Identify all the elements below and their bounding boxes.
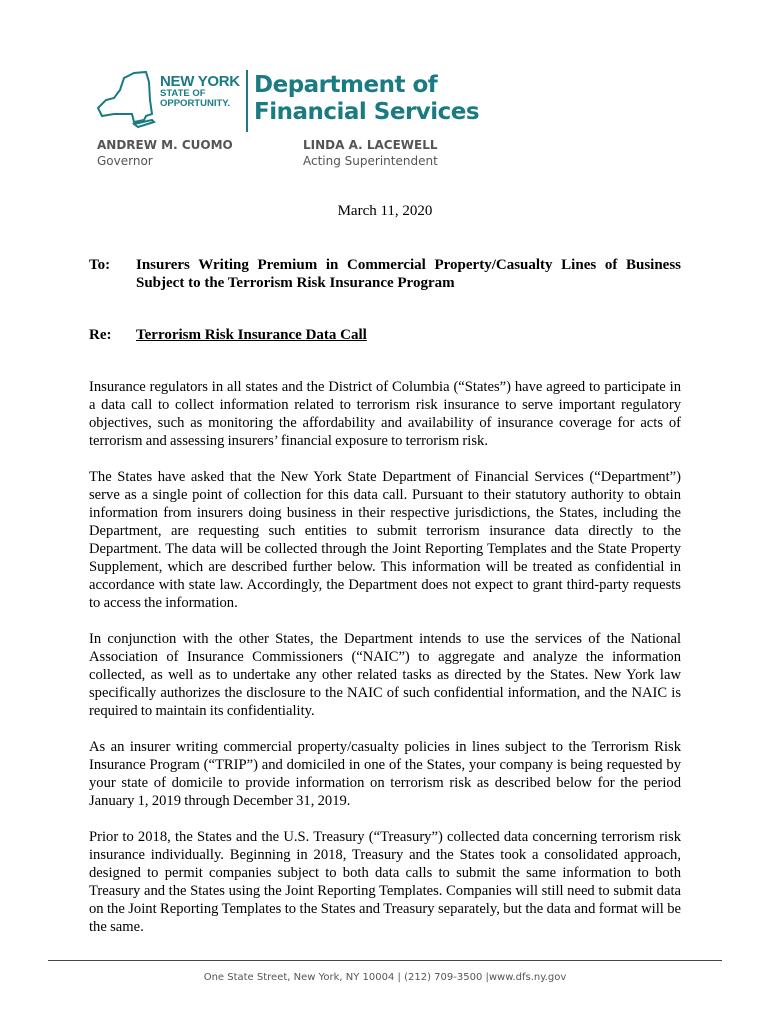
re-label: Re: <box>89 327 112 343</box>
footer-rule <box>48 960 722 961</box>
letter-date: March 11, 2020 <box>337 203 433 219</box>
department-line1: Department of <box>254 72 438 98</box>
superintendent-name: LINDA A. LACEWELL <box>303 138 438 152</box>
to-label: To: <box>89 257 111 273</box>
re-subject: Terrorism Risk Insurance Data Call <box>136 327 367 343</box>
paragraph: The States have asked that the New York State Department of Financial Services (“Department”) serve as a single point of collection for this data call. Pursuant to their statutory authority to obtain information from insurers doing business in their respective jurisdictions, the States, including the Department, are requesting such entities to submit terrorism insurance data directly to the Department. The data will be collected through the Joint Reporting Templates and the State Property Supplement, which are described further below. This information will be treated as confidential in accordance with state law. Accordingly, the Department does not expect to grant third-party requests to access the information. <box>89 469 681 611</box>
superintendent-block <box>303 137 438 169</box>
state-logo-line2: STATE OF <box>160 88 206 99</box>
letter-body <box>89 378 681 936</box>
paragraph: As an insurer writing commercial property/casualty policies in lines subject to the Terrorism Risk Insurance Program (“TRIP”) and domiciled in one of the States, your company is being requested by your state of domicile to provide information on terrorism risk as described below for the period January 1, 2019 through December 31, 2019. <box>89 739 681 809</box>
footer-address: One State Street, New York, NY 10004 | (212) 709-3500 |www.dfs.ny.gov <box>203 972 567 983</box>
logo-divider <box>246 70 248 132</box>
letter-content <box>89 202 681 1004</box>
new-york-state-map-icon <box>94 70 156 132</box>
to-line <box>89 256 681 292</box>
paragraph: Insurance regulators in all states and the District of Columbia (“States”) have agreed to participate in a data call to collect information related to terrorism risk insurance to serve important regulatory objectives, such as monitoring the affordability and availability of insurance coverage for acts of terrorism and assessing insurers’ financial exposure to terrorism risk. <box>89 379 681 449</box>
to-recipients: Insurers Writing Premium in Commercial Property/Casualty Lines of Business Subject to the Terrorism Risk Insurance Program <box>136 257 681 291</box>
governor-name: ANDREW M. CUOMO <box>97 138 233 152</box>
superintendent-title: Acting Superintendent <box>303 154 438 168</box>
paragraph: In conjunction with the other States, the Department intends to use the services of the National Association of Insurance Commissioners (“NAIC”) to aggregate and analyze the information collected, as well as to undertake any other related tasks as directed by the States. New York law specifically authorizes the disclosure to the NAIC of such confidential information, and the NAIC is required to maintain its confidentiality. <box>89 631 681 719</box>
footer <box>48 960 722 1004</box>
department-line2: Financial Services <box>254 99 480 125</box>
paragraph: Prior to 2018, the States and the U.S. Treasury (“Treasury”) collected data concerning terrorism risk insurance individually. Beginning in 2018, Treasury and the States took a consolidated approach, designed to permit companies subject to both data calls to submit the same information to both Treasury and the States using the Joint Reporting Templates. Companies will still need to submit data on the Joint Reporting Templates to the States and Treasury separately, but the data and format will be the same. <box>89 829 681 935</box>
state-logo-text <box>160 74 240 109</box>
letterhead-logo <box>94 70 480 134</box>
state-logo-line3: OPPORTUNITY. <box>160 98 231 109</box>
governor-title: Governor <box>97 154 153 168</box>
department-name <box>254 72 479 126</box>
state-logo-line1: NEW YORK <box>160 73 240 90</box>
re-line <box>89 326 681 344</box>
governor-block <box>97 137 233 169</box>
